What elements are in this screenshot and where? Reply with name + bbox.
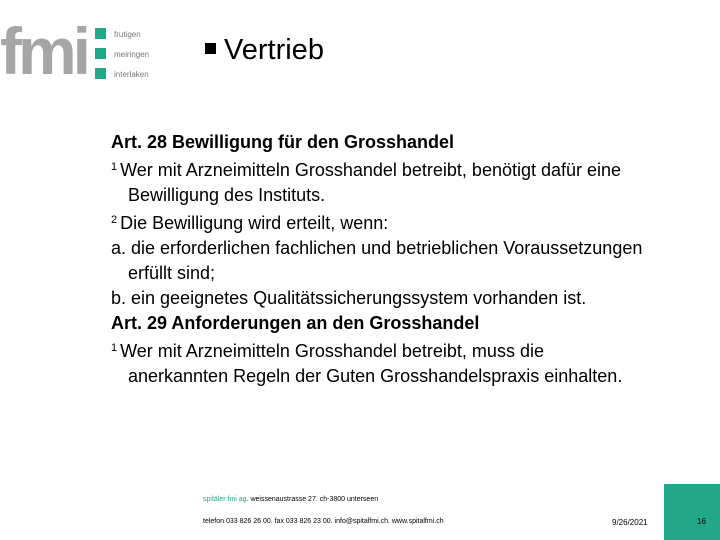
item-a-line-2: erfüllt sind; — [128, 263, 216, 283]
paragraph-2-line-1: Die Bewilligung wird erteilt, wenn: — [120, 213, 389, 233]
logo-text: fmi — [0, 14, 87, 88]
paragraph-3-number: 1 — [111, 342, 118, 354]
footer-accent-box — [664, 484, 720, 540]
paragraph-1-line-1: Wer mit Arzneimitteln Grosshandel betreibt, benötigt dafür eine — [120, 160, 622, 180]
footer-company-address: . weissenaustrasse 27. ch-3800 unterseen — [246, 496, 379, 503]
footer-contact: telefon 033 826 26 00. fax 033 826 23 00. info@spitalfmi.ch. www.spitalfmi.ch — [203, 518, 444, 525]
slide-heading — [205, 32, 324, 68]
footer-company — [203, 496, 378, 503]
page-number: 16 — [697, 517, 706, 526]
paragraph-1-line-2: Bewilligung des Instituts. — [128, 185, 326, 205]
article-28-title: Art. 28 Bewilligung für den Grosshandel — [111, 132, 455, 152]
paragraph-3 — [111, 336, 711, 364]
logo-square-3 — [95, 68, 106, 79]
item-b-line-1: b. ein geeignetes Qualitätssicherungssystem vorhanden ist. — [111, 288, 587, 308]
item-a-line-1: a. die erforderlichen fachlichen und betrieblichen Voraussetzungen — [111, 238, 643, 258]
paragraph-2 — [111, 208, 711, 236]
article-29-title: Art. 29 Anforderungen an den Grosshandel — [111, 313, 480, 333]
footer-company-name: spitäler fmi ag — [203, 496, 247, 503]
paragraph-2-number: 2 — [111, 214, 118, 226]
bullet-icon — [205, 43, 216, 54]
paragraph-3-line-2: anerkannten Regeln der Guten Grosshandelspraxis einhalten. — [128, 366, 623, 386]
logo-square-1 — [95, 28, 106, 39]
slide-content — [111, 130, 711, 389]
logo-location-meiringen: meiringen — [114, 50, 150, 59]
paragraph-1 — [111, 155, 711, 183]
logo-location-frutigen: frutigen — [114, 30, 141, 39]
logo-square-2 — [95, 48, 106, 59]
paragraph-3-line-1: Wer mit Arzneimitteln Grosshandel betreibt, muss die — [120, 341, 544, 361]
logo-location-interlaken: interlaken — [114, 70, 149, 79]
paragraph-1-number: 1 — [111, 161, 118, 173]
heading-text: Vertrieb — [224, 34, 324, 66]
footer-date: 9/26/2021 — [612, 518, 648, 527]
